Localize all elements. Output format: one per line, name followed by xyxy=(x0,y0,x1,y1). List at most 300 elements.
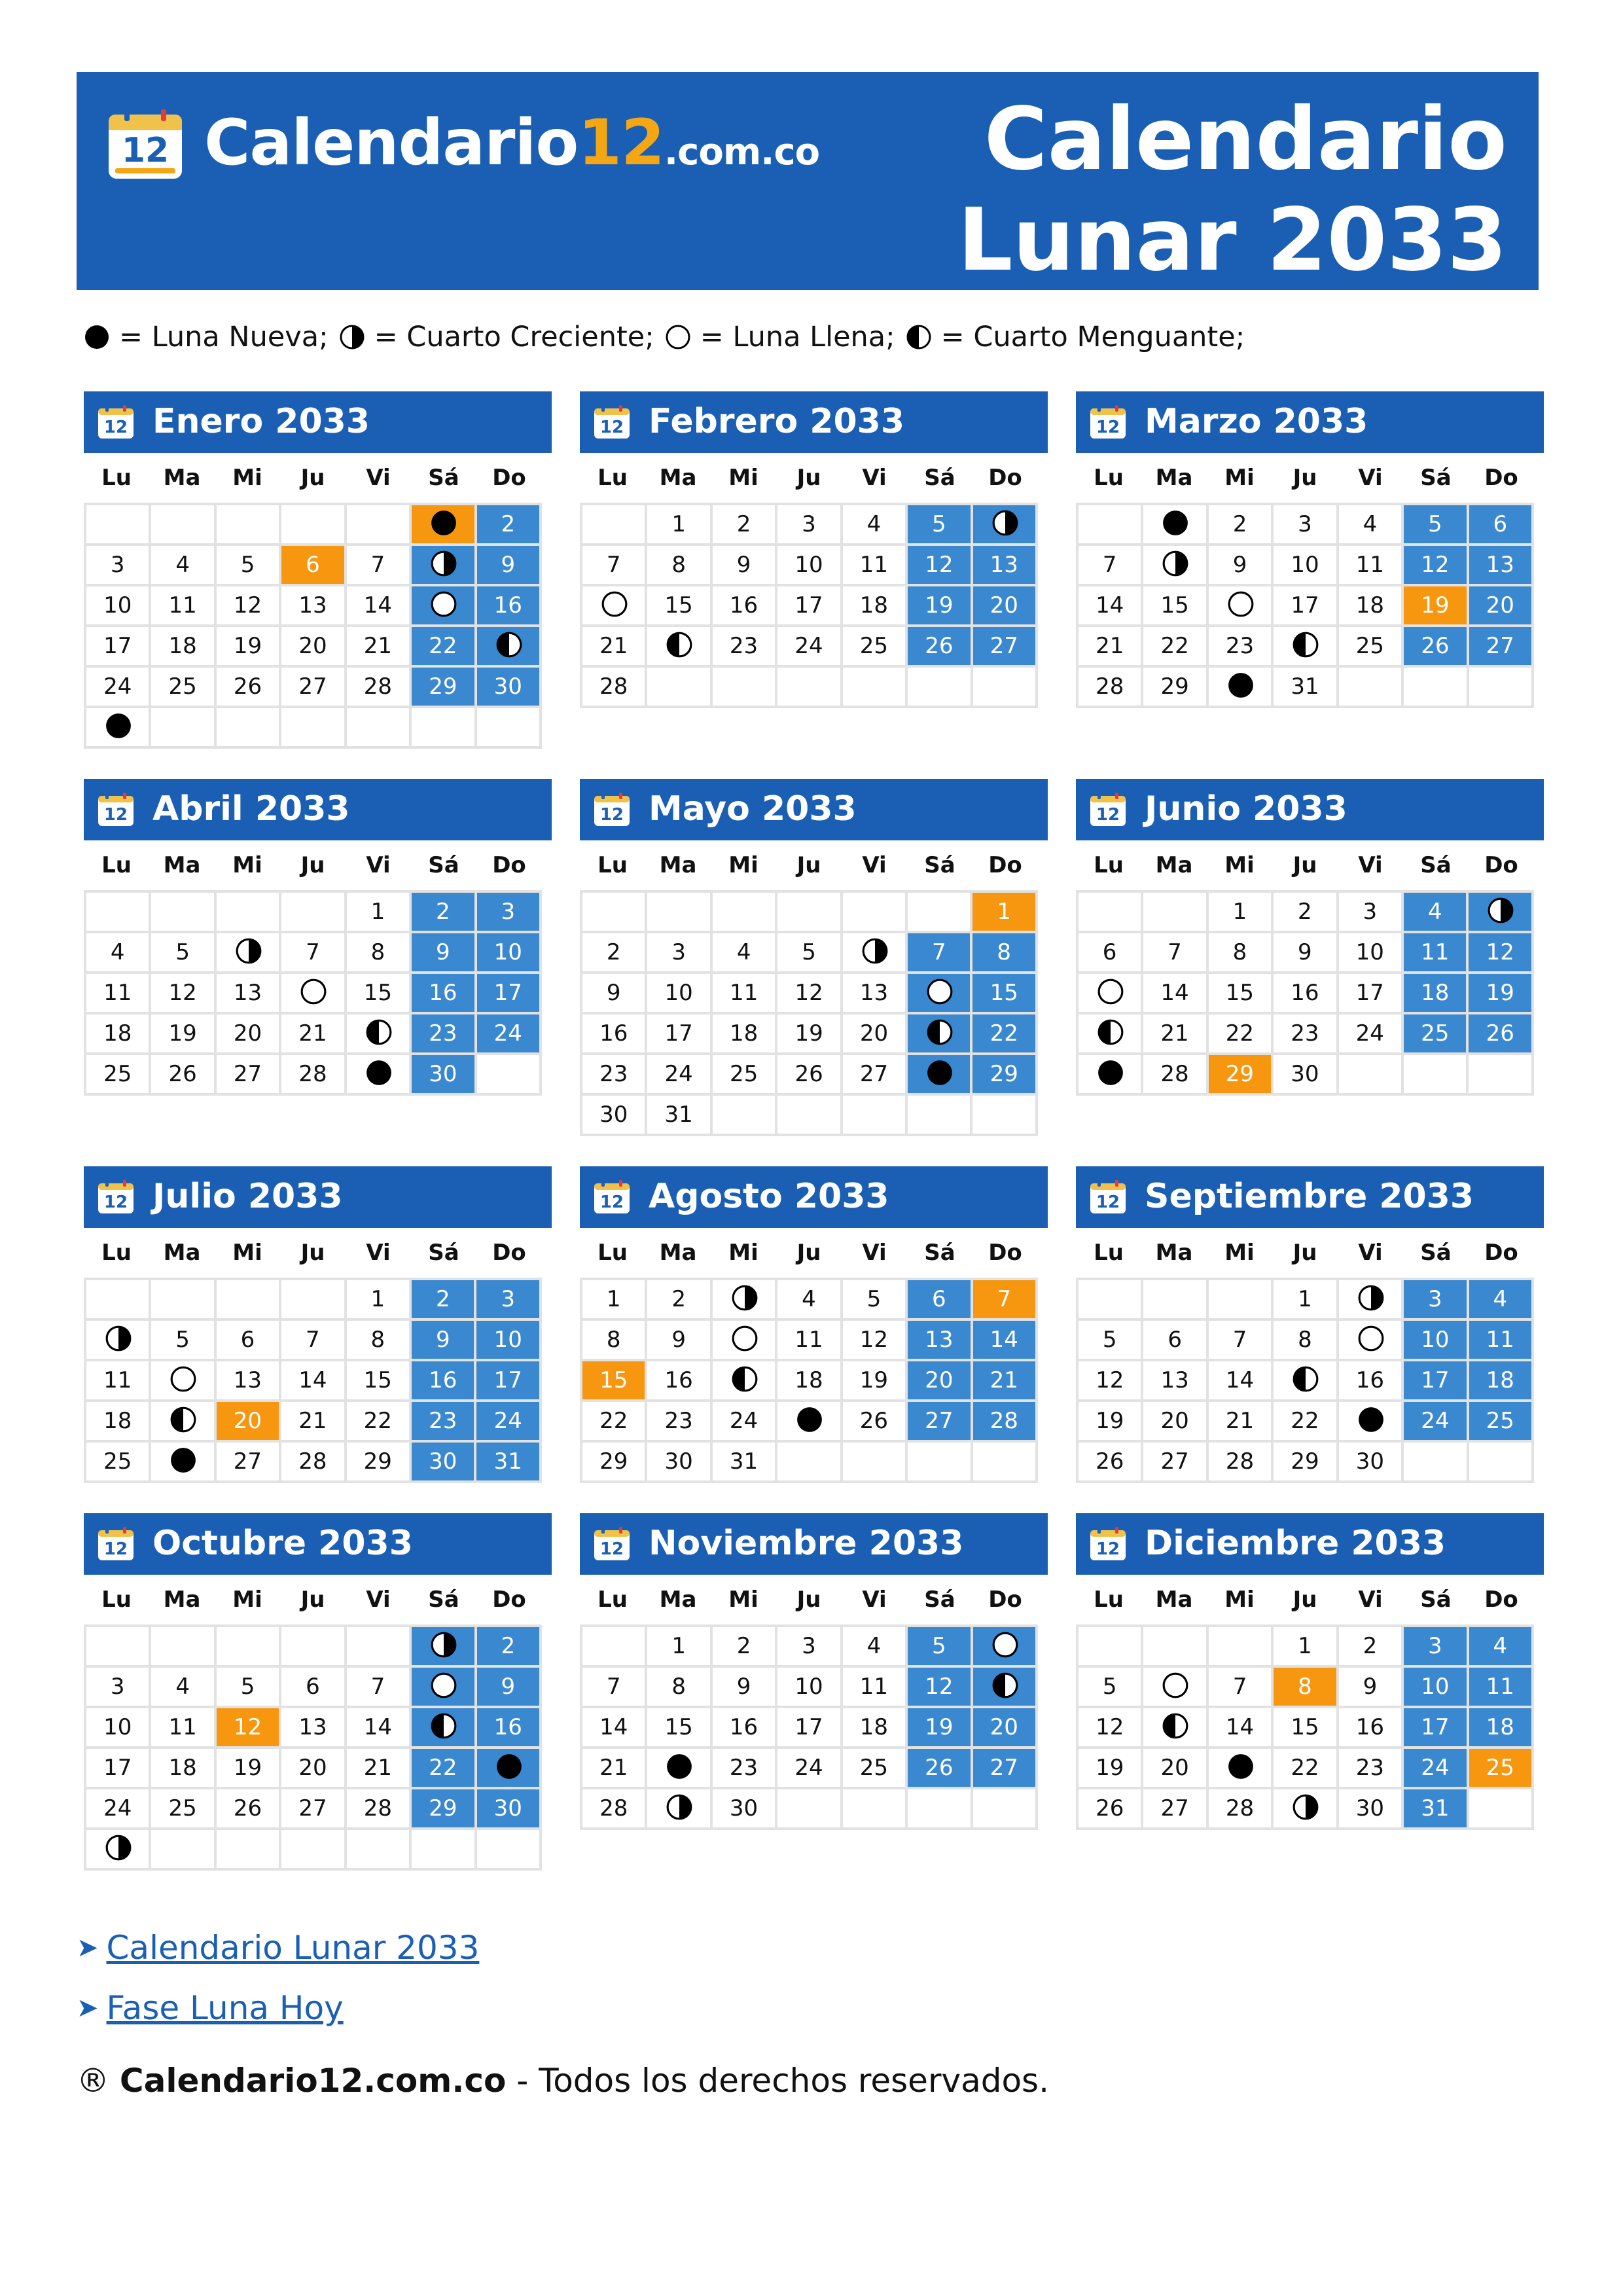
day-cell: 22 xyxy=(1272,1748,1337,1788)
legend-full-moon: = Luna Llena; xyxy=(700,321,895,353)
weekday-label: Ju xyxy=(1293,1587,1317,1613)
day-cell: 5 xyxy=(776,932,841,973)
day-cell: 30 xyxy=(1338,1441,1402,1482)
day-cell: 14 xyxy=(1207,1360,1272,1401)
empty-cell xyxy=(1142,1626,1207,1666)
day-cell xyxy=(85,1319,150,1360)
day-cell: 21 xyxy=(280,1013,345,1054)
day-cell: 11 xyxy=(1338,545,1402,585)
week-row xyxy=(85,504,541,545)
day-cell: 7 xyxy=(1207,1666,1272,1707)
days-grid xyxy=(580,1278,1038,1483)
day-cell: 15 xyxy=(971,973,1037,1013)
empty-cell xyxy=(150,707,215,747)
weekday-label: Sá xyxy=(1420,465,1452,491)
weekday-label: Ju xyxy=(300,852,325,878)
day-cell: 8 xyxy=(1272,1666,1337,1707)
day-cell: 30 xyxy=(581,1094,646,1135)
day-cell: 10 xyxy=(1272,545,1337,585)
week-row xyxy=(85,545,541,585)
day-cell: 28 xyxy=(581,1788,646,1829)
calendar-icon xyxy=(593,1179,631,1215)
weekday-label: Mi xyxy=(728,465,758,491)
full-moon-icon xyxy=(300,978,327,1005)
day-cell: 27 xyxy=(215,1441,280,1482)
day-cell xyxy=(410,585,475,626)
new-moon-icon xyxy=(495,1753,523,1780)
day-cell: 24 xyxy=(776,1748,841,1788)
calendar-icon-badge: 12 xyxy=(1096,1193,1120,1212)
day-cell: 27 xyxy=(280,666,345,707)
empty-cell xyxy=(1402,666,1467,707)
day-cell: 15 xyxy=(1207,973,1272,1013)
empty-cell xyxy=(1402,1441,1467,1482)
day-cell: 29 xyxy=(410,666,475,707)
day-cell: 2 xyxy=(1338,1626,1402,1666)
first-moon-icon xyxy=(105,1834,132,1861)
empty-cell xyxy=(1077,1279,1142,1319)
day-cell: 23 xyxy=(711,1748,776,1788)
day-cell: 7 xyxy=(280,932,345,973)
registered-symbol: ® xyxy=(77,2062,109,2100)
weekday-label: Lu xyxy=(101,1240,132,1266)
week-row xyxy=(581,504,1037,545)
day-cell: 6 xyxy=(280,1666,345,1707)
day-cell: 5 xyxy=(215,1666,280,1707)
week-row xyxy=(85,932,541,973)
day-cell xyxy=(1467,891,1533,932)
days-grid xyxy=(1076,1278,1534,1483)
last-moon-icon xyxy=(991,1672,1019,1699)
day-cell xyxy=(1142,504,1207,545)
day-cell: 12 xyxy=(906,545,971,585)
calendar-icon xyxy=(593,1526,631,1562)
new-moon-icon xyxy=(796,1406,823,1433)
day-cell: 22 xyxy=(1142,626,1207,666)
day-cell: 22 xyxy=(1207,1013,1272,1054)
day-cell: 28 xyxy=(581,666,646,707)
day-cell: 14 xyxy=(280,1360,345,1401)
arrow-right-icon: ➤ xyxy=(77,1933,99,1963)
day-cell: 27 xyxy=(972,1748,1037,1788)
new-moon-icon xyxy=(1097,1059,1124,1086)
calendar-icon xyxy=(1089,792,1127,827)
day-cell: 24 xyxy=(475,1401,541,1441)
first-moon-icon xyxy=(105,1325,132,1352)
day-cell: 17 xyxy=(1338,973,1402,1013)
day-cell: 15 xyxy=(646,1707,711,1748)
day-cell: 19 xyxy=(215,1748,280,1788)
full-moon-icon xyxy=(1162,1672,1189,1699)
day-cell: 13 xyxy=(1142,1360,1207,1401)
day-cell: 18 xyxy=(1338,585,1402,626)
full-moon-icon xyxy=(1227,590,1255,618)
weekday-label: Sá xyxy=(924,465,955,491)
weekday-label: Do xyxy=(492,465,526,491)
month-calendar xyxy=(84,391,552,749)
day-cell: 24 xyxy=(646,1054,711,1094)
day-cell: 15 xyxy=(346,973,410,1013)
month-title: Marzo 2033 xyxy=(1145,402,1368,441)
footer-text: - Todos los derechos reservados. xyxy=(506,2062,1049,2100)
empty-cell xyxy=(906,891,971,932)
day-cell: 11 xyxy=(842,1666,906,1707)
day-cell: 8 xyxy=(971,932,1037,973)
empty-cell xyxy=(280,504,345,545)
day-cell: 16 xyxy=(711,585,776,626)
days-grid xyxy=(580,1624,1038,1830)
day-cell: 16 xyxy=(410,973,475,1013)
weekday-label: Sá xyxy=(924,1240,955,1266)
day-cell: 1 xyxy=(346,1279,410,1319)
day-cell: 30 xyxy=(476,666,541,707)
empty-cell xyxy=(346,1626,410,1666)
day-cell xyxy=(1207,585,1272,626)
day-cell: 3 xyxy=(85,545,150,585)
day-cell: 1 xyxy=(581,1279,646,1319)
day-cell: 27 xyxy=(280,1788,345,1829)
day-cell: 3 xyxy=(646,932,711,973)
week-row xyxy=(85,1054,541,1094)
weekday-label: Ma xyxy=(163,852,201,878)
month-header xyxy=(1076,391,1544,453)
empty-cell xyxy=(215,504,280,545)
calendar-icon-badge: 12 xyxy=(599,805,624,825)
day-cell: 25 xyxy=(85,1441,150,1482)
empty-cell xyxy=(1142,1279,1207,1319)
day-cell: 4 xyxy=(150,545,215,585)
day-cell: 20 xyxy=(842,1013,906,1054)
weekday-label: Sá xyxy=(924,1587,955,1613)
day-cell: 9 xyxy=(1272,932,1337,973)
day-cell: 16 xyxy=(1338,1707,1402,1748)
weekday-header xyxy=(84,840,542,890)
day-cell: 20 xyxy=(906,1360,971,1401)
first-moon-icon xyxy=(430,1631,457,1659)
weekday-label: Ma xyxy=(163,465,201,491)
title-line-1: Calendario xyxy=(984,89,1507,190)
month-title: Febrero 2033 xyxy=(649,402,905,441)
week-row xyxy=(581,666,1037,707)
day-cell: 15 xyxy=(1272,1707,1337,1748)
weekday-label: Ju xyxy=(1293,465,1317,491)
day-cell: 19 xyxy=(1402,585,1467,626)
week-row xyxy=(581,1094,1037,1135)
full-moon-icon xyxy=(169,1365,197,1393)
empty-cell xyxy=(280,891,345,932)
week-row xyxy=(1077,1748,1533,1788)
weekday-label: Ju xyxy=(796,852,821,878)
moon-phase-legend xyxy=(84,321,1255,353)
day-cell: 1 xyxy=(646,504,711,545)
weekday-label: Mi xyxy=(728,1587,758,1613)
day-cell xyxy=(150,1360,215,1401)
new-moon-icon xyxy=(926,1059,954,1086)
day-cell: 29 xyxy=(346,1441,410,1482)
month-header xyxy=(1076,1166,1544,1228)
week-row xyxy=(1077,504,1533,545)
day-cell: 18 xyxy=(711,1013,776,1054)
month-header xyxy=(84,391,552,453)
last-moon-icon xyxy=(1292,1365,1319,1393)
day-cell: 17 xyxy=(776,1707,841,1748)
empty-cell xyxy=(1402,1054,1467,1094)
day-cell: 9 xyxy=(646,1319,711,1360)
days-grid xyxy=(1076,1624,1534,1830)
day-cell: 10 xyxy=(776,545,841,585)
day-cell xyxy=(410,1666,475,1707)
empty-cell xyxy=(1467,1054,1533,1094)
week-row xyxy=(1077,585,1533,626)
day-cell: 29 xyxy=(971,1054,1037,1094)
empty-cell xyxy=(1468,666,1533,707)
day-cell: 28 xyxy=(972,1401,1037,1441)
month-calendar xyxy=(1076,1166,1544,1483)
week-row xyxy=(85,1401,541,1441)
days-grid xyxy=(84,1624,542,1871)
empty-cell xyxy=(906,1094,971,1135)
day-cell: 9 xyxy=(476,1666,541,1707)
new-moon-icon xyxy=(1227,672,1255,699)
day-cell: 3 xyxy=(776,1626,841,1666)
weekday-label: Ju xyxy=(300,1587,325,1613)
empty-cell xyxy=(906,1441,971,1482)
new-moon-icon xyxy=(365,1059,393,1086)
day-cell: 10 xyxy=(646,973,711,1013)
day-cell: 17 xyxy=(776,585,841,626)
day-cell: 26 xyxy=(150,1054,215,1094)
empty-cell xyxy=(410,1829,475,1869)
day-cell: 4 xyxy=(150,1666,215,1707)
week-row xyxy=(1077,626,1533,666)
day-cell xyxy=(85,707,150,747)
day-cell xyxy=(581,585,646,626)
first-moon-icon xyxy=(861,937,889,965)
weekday-label: Ma xyxy=(163,1240,201,1266)
day-cell: 16 xyxy=(410,1360,475,1401)
weekday-label: Sá xyxy=(924,852,955,878)
day-cell: 9 xyxy=(410,1319,475,1360)
day-cell: 8 xyxy=(646,545,711,585)
day-cell: 10 xyxy=(1402,1319,1467,1360)
day-cell: 17 xyxy=(1402,1360,1467,1401)
day-cell: 5 xyxy=(906,1626,971,1666)
day-cell: 14 xyxy=(581,1707,646,1748)
day-cell: 12 xyxy=(906,1666,971,1707)
empty-cell xyxy=(215,1626,280,1666)
weekday-label: Ma xyxy=(1155,852,1193,878)
day-cell: 16 xyxy=(581,1013,646,1054)
day-cell: 3 xyxy=(476,891,541,932)
day-cell: 23 xyxy=(1272,1013,1337,1054)
weekday-label: Ju xyxy=(796,465,821,491)
week-row xyxy=(85,973,541,1013)
week-row xyxy=(85,1319,541,1360)
day-cell: 20 xyxy=(280,626,345,666)
week-row xyxy=(581,1013,1037,1054)
links-list xyxy=(77,1918,479,2038)
weekday-label: Lu xyxy=(1094,1240,1124,1266)
weekday-label: Sá xyxy=(428,852,459,878)
day-cell: 6 xyxy=(1077,932,1142,973)
weekday-label: Lu xyxy=(1094,852,1124,878)
day-cell: 21 xyxy=(1207,1401,1272,1441)
link-calendario-lunar[interactable]: Calendario Lunar 2033 xyxy=(106,1929,480,1967)
weekday-label: Lu xyxy=(101,852,132,878)
day-cell: 20 xyxy=(280,1748,345,1788)
weekday-label: Sá xyxy=(428,1240,459,1266)
day-cell: 17 xyxy=(476,973,541,1013)
day-cell: 23 xyxy=(1338,1748,1402,1788)
calendar-icon xyxy=(1089,1526,1127,1562)
day-cell: 13 xyxy=(972,545,1037,585)
day-cell: 21 xyxy=(1077,626,1142,666)
week-row xyxy=(85,666,541,707)
empty-cell xyxy=(215,1829,280,1869)
day-cell: 2 xyxy=(646,1279,711,1319)
empty-cell xyxy=(971,1094,1037,1135)
day-cell: 30 xyxy=(1272,1054,1337,1094)
day-cell: 27 xyxy=(972,626,1037,666)
day-cell: 21 xyxy=(280,1401,345,1441)
week-row xyxy=(85,707,541,747)
day-cell: 9 xyxy=(1207,545,1272,585)
weekday-label: Do xyxy=(492,852,526,878)
day-cell: 25 xyxy=(842,626,906,666)
weekday-label: Do xyxy=(988,852,1022,878)
day-cell: 18 xyxy=(842,1707,906,1748)
day-cell xyxy=(410,545,475,585)
day-cell: 5 xyxy=(906,504,971,545)
day-cell: 22 xyxy=(581,1401,646,1441)
empty-cell xyxy=(150,1279,215,1319)
day-cell: 5 xyxy=(150,1319,215,1360)
month-calendar xyxy=(1076,779,1544,1096)
calendar-icon xyxy=(593,792,631,827)
empty-cell xyxy=(85,891,150,932)
weekday-label: Lu xyxy=(597,852,628,878)
last-moon-icon xyxy=(1162,1712,1189,1740)
day-cell: 30 xyxy=(410,1441,475,1482)
weekday-label: Ju xyxy=(796,1587,821,1613)
day-cell xyxy=(711,1360,776,1401)
empty-cell xyxy=(581,1626,646,1666)
day-cell: 11 xyxy=(150,1707,215,1748)
day-cell: 25 xyxy=(150,666,215,707)
day-cell: 25 xyxy=(842,1748,906,1788)
site-logo[interactable] xyxy=(204,106,819,179)
empty-cell xyxy=(1207,1279,1272,1319)
full-moon-icon xyxy=(430,590,457,618)
days-grid xyxy=(84,503,542,749)
weekday-label: Ju xyxy=(300,465,325,491)
weekday-label: Ma xyxy=(163,1587,201,1613)
day-cell: 19 xyxy=(906,585,971,626)
day-cell: 29 xyxy=(581,1441,646,1482)
last-moon-icon xyxy=(365,1018,393,1046)
empty-cell xyxy=(1207,1626,1272,1666)
link-fase-luna-hoy[interactable]: Fase Luna Hoy xyxy=(106,1989,344,2027)
days-grid xyxy=(84,1278,542,1483)
weekday-label: Mi xyxy=(232,1240,262,1266)
day-cell: 15 xyxy=(581,1360,646,1401)
day-cell xyxy=(972,1626,1037,1666)
day-cell xyxy=(1207,666,1272,707)
day-cell: 22 xyxy=(346,1401,410,1441)
week-row xyxy=(1077,1441,1533,1482)
day-cell: 8 xyxy=(1272,1319,1337,1360)
weekday-label: Ju xyxy=(300,1240,325,1266)
day-cell: 8 xyxy=(646,1666,711,1707)
day-cell xyxy=(972,504,1037,545)
last-moon-icon xyxy=(1097,1018,1124,1046)
full-moon-icon xyxy=(1357,1325,1385,1352)
day-cell: 19 xyxy=(1077,1748,1142,1788)
legend-new-moon: = Luna Nueva; xyxy=(119,321,329,353)
day-cell: 22 xyxy=(971,1013,1037,1054)
day-cell xyxy=(476,626,541,666)
day-cell xyxy=(711,1319,776,1360)
day-cell: 10 xyxy=(475,1319,541,1360)
calendar-icon xyxy=(97,1179,135,1215)
day-cell: 12 xyxy=(1402,545,1467,585)
month-header xyxy=(580,1513,1048,1575)
calendar-icon-badge: 12 xyxy=(599,1193,624,1212)
empty-cell xyxy=(150,891,215,932)
first-moon-icon xyxy=(1162,550,1189,577)
day-cell: 8 xyxy=(346,1319,410,1360)
new-moon-icon xyxy=(430,509,457,537)
day-cell: 9 xyxy=(711,545,776,585)
empty-cell xyxy=(1468,1441,1533,1482)
days-grid xyxy=(580,503,1038,708)
day-cell: 19 xyxy=(150,1013,215,1054)
week-row xyxy=(1077,1626,1533,1666)
weekday-label: Mi xyxy=(1224,852,1255,878)
day-cell xyxy=(346,1013,410,1054)
calendar-logo-icon xyxy=(106,108,185,181)
month-title: Octubre 2033 xyxy=(152,1524,413,1563)
day-cell: 11 xyxy=(150,585,215,626)
weekday-label: Mi xyxy=(232,1587,262,1613)
empty-cell xyxy=(842,1441,906,1482)
day-cell: 26 xyxy=(215,1788,280,1829)
day-cell: 24 xyxy=(1402,1401,1467,1441)
month-title: Noviembre 2033 xyxy=(649,1524,964,1563)
week-row xyxy=(1077,545,1533,585)
empty-cell xyxy=(1338,1054,1402,1094)
empty-cell xyxy=(711,666,776,707)
weekday-label: Ma xyxy=(1155,1587,1193,1613)
day-cell: 1 xyxy=(646,1626,711,1666)
weekday-label: Do xyxy=(988,1240,1022,1266)
week-row xyxy=(85,1013,541,1054)
day-cell: 3 xyxy=(1402,1279,1467,1319)
full-moon-icon xyxy=(601,590,628,618)
footer-brand: Calendario12.com.co xyxy=(119,2062,507,2100)
day-cell: 24 xyxy=(1338,1013,1402,1054)
weekday-header xyxy=(580,840,1038,890)
day-cell: 11 xyxy=(776,1319,841,1360)
day-cell xyxy=(906,973,971,1013)
logo-badge: 12 xyxy=(121,131,169,170)
day-cell xyxy=(1142,545,1207,585)
weekday-label: Ju xyxy=(1293,852,1317,878)
day-cell xyxy=(646,626,711,666)
empty-cell xyxy=(1338,666,1402,707)
day-cell: 21 xyxy=(972,1360,1037,1401)
week-row xyxy=(581,626,1037,666)
